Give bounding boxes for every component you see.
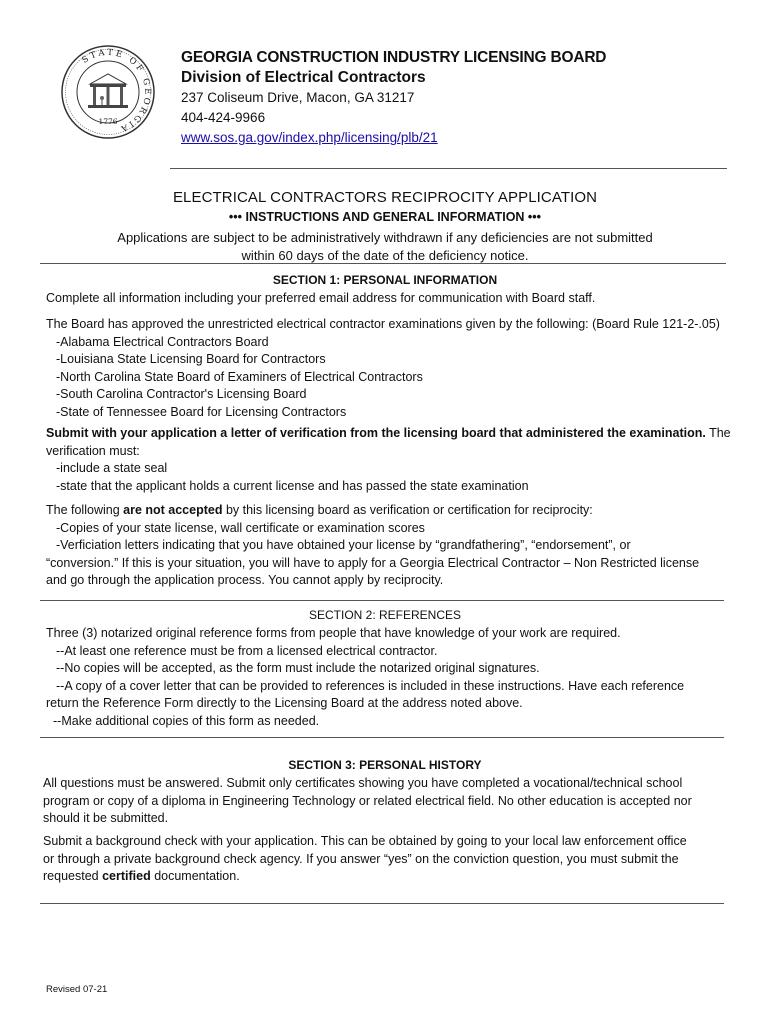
- organization-name: GEORGIA CONSTRUCTION INDUSTRY LICENSING BOARD: [181, 49, 607, 66]
- not-accepted-bold: are not accepted: [123, 503, 223, 517]
- division-name: Division of Electrical Contractors: [181, 69, 426, 86]
- certified-bold: certified: [102, 869, 151, 883]
- personal-history-para1: [43, 775, 733, 828]
- personal-history-para2: [43, 833, 733, 886]
- para2-line-post: documentation.: [150, 869, 240, 883]
- header-divider: [170, 168, 727, 169]
- notice-line-2: within 60 days of the date of the deficiency notice.: [241, 248, 529, 263]
- approved-intro: The Board has approved the unrestricted electrical contractor examinations given by the following: (Board Rule 121-2-.05): [46, 317, 720, 331]
- para1-line: program or copy of a diploma in Engineering Technology or related electrical field. No other education is accepted nor: [43, 793, 692, 808]
- para1-line: should it be submitted.: [43, 811, 169, 825]
- section2-divider: [40, 737, 724, 738]
- approved-boards-block: [46, 316, 736, 421]
- para2-line: or through a private background check agency. If you answer “yes” on the conviction question, you must submit the: [43, 851, 679, 866]
- not-accepted-block: [46, 502, 736, 590]
- section1-intro: Complete all information including your preferred email address for communication with Board staff.: [46, 291, 596, 305]
- reference-item-cont: return the Reference Form directly to the Licensing Board at the address noted above.: [46, 696, 523, 710]
- not-accepted-pre: The following: [46, 503, 124, 517]
- address: 237 Coliseum Drive, Macon, GA 31217: [181, 90, 415, 105]
- para1-line: All questions must be answered. Submit only certificates showing you have completed a vocational/technical school: [43, 776, 683, 790]
- seal-ring-text: STATE OF GEORGIA: [80, 47, 153, 135]
- references-block: [46, 625, 736, 730]
- reference-item: --A copy of a cover letter that can be provided to references is included in these instructions. Have each reference: [56, 678, 685, 693]
- submit-instruction-bold: Submit with your application a letter of verification from the licensing board that administered the examination.: [46, 426, 706, 440]
- title-divider: [40, 263, 726, 264]
- application-title: ELECTRICAL CONTRACTORS RECIPROCITY APPLICATION: [172, 189, 598, 206]
- para2-line-pre: requested: [43, 869, 103, 883]
- revision-date: Revised 07-21: [46, 984, 108, 995]
- verification-block: [46, 425, 736, 495]
- board-item: -Alabama Electrical Contractors Board: [56, 334, 269, 349]
- submit-instruction-rest: The: [705, 426, 731, 440]
- not-accepted-item-cont: “conversion.” If this is your situation, you will have to apply for a Georgia Electrical Contractor – Non Restricted license: [46, 555, 700, 570]
- not-accepted-item-cont: and go through the application process. You cannot apply by reciprocity.: [46, 573, 444, 587]
- section2-heading: SECTION 2: REFERENCES: [308, 608, 462, 622]
- georgia-state-seal: [60, 44, 156, 140]
- withdrawal-notice: [0, 229, 770, 265]
- seal-year: 1776: [98, 117, 118, 126]
- notice-line-1: Applications are subject to be administratively withdrawn if any deficiencies are not submitted: [117, 230, 653, 245]
- verification-item: -include a state seal: [56, 461, 168, 475]
- reference-item: --At least one reference must be from a licensed electrical contractor.: [56, 643, 438, 658]
- section1-divider: [40, 600, 724, 601]
- board-item: -State of Tennessee Board for Licensing Contractors: [56, 404, 347, 419]
- section3-heading: SECTION 3: PERSONAL HISTORY: [288, 758, 482, 772]
- phone: 404-424-9966: [181, 110, 266, 125]
- para2-line: Submit a background check with your application. This can be obtained by going to your local law enforcement office: [43, 834, 687, 848]
- submit-instruction-line2: verification must:: [46, 443, 140, 458]
- section1-heading: SECTION 1: PERSONAL INFORMATION: [272, 273, 498, 287]
- verification-item: -state that the applicant holds a current license and has passed the state examination: [56, 478, 529, 493]
- not-accepted-item: -Copies of your state license, wall certificate or examination scores: [56, 520, 425, 535]
- board-item: -North Carolina State Board of Examiners of Electrical Contractors: [56, 369, 423, 384]
- letterhead: [181, 48, 606, 148]
- not-accepted-post: by this licensing board as verification or certification for reciprocity:: [222, 503, 593, 517]
- board-item: -South Carolina Contractor's Licensing Board: [56, 387, 307, 401]
- not-accepted-item: -Verficiation letters indicating that you have obtained your license by “grandfathering”, “endorsement”, or: [56, 538, 631, 552]
- board-item: -Louisiana State Licensing Board for Contractors: [56, 352, 326, 366]
- reference-item: --No copies will be accepted, as the form must include the notarized original signatures.: [56, 661, 540, 675]
- references-intro: Three (3) notarized original reference forms from people that have knowledge of your work are required.: [46, 626, 621, 640]
- instructions-heading: ••• INSTRUCTIONS AND GENERAL INFORMATION •••: [228, 210, 542, 224]
- website-link[interactable]: www.sos.ga.gov/index.php/licensing/plb/21: [181, 130, 438, 145]
- section3-divider: [40, 903, 724, 904]
- reference-item: --Make additional copies of this form as needed.: [53, 713, 320, 728]
